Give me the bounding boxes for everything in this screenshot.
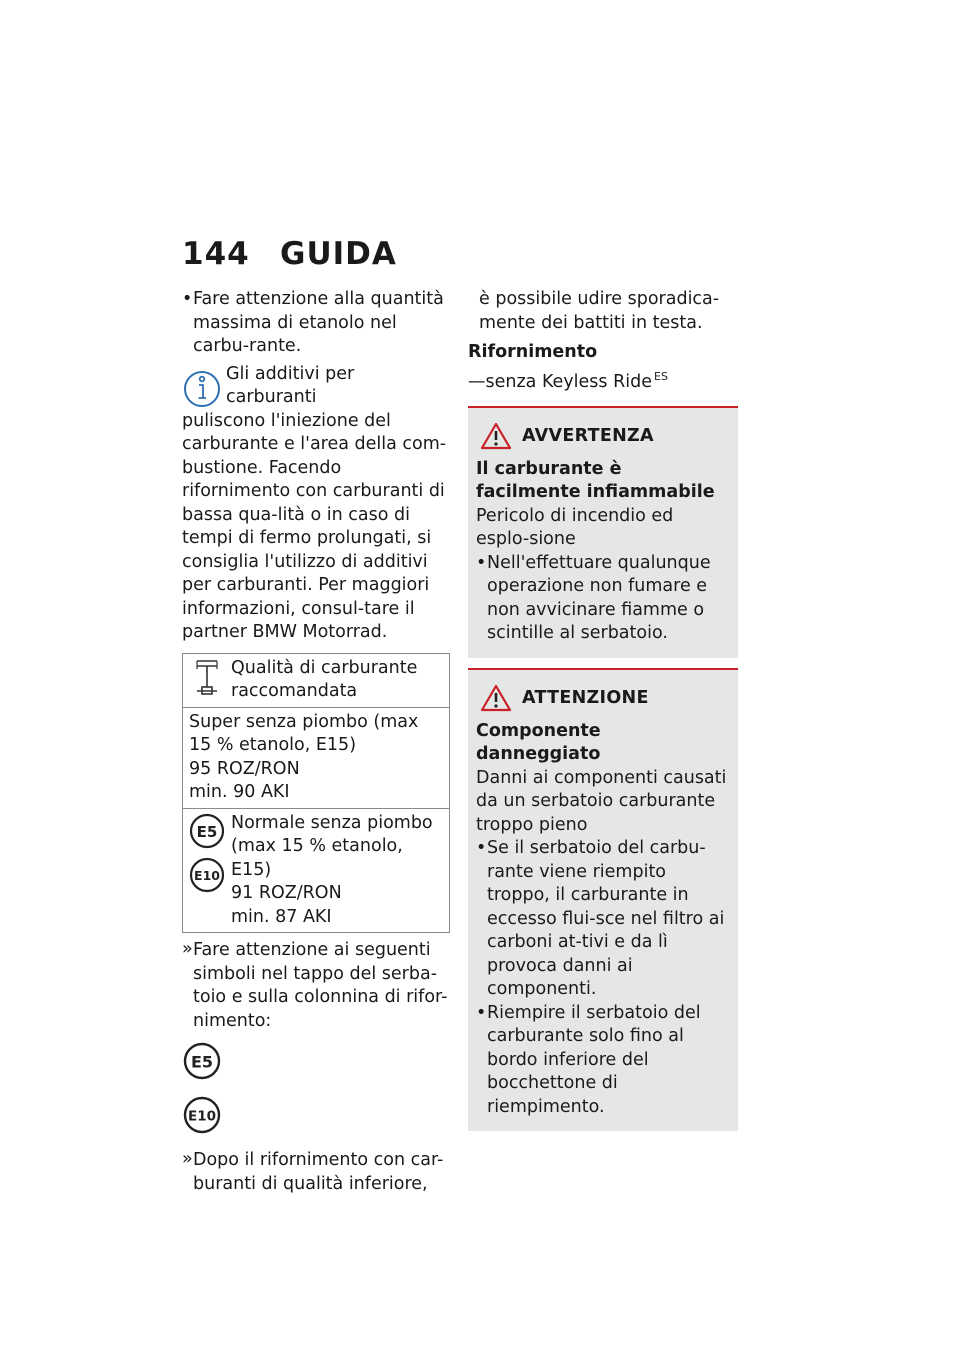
table-row: [183, 707, 450, 808]
caution-triangle-icon: [480, 684, 512, 712]
fuel-quality-table: [182, 653, 450, 934]
normal-line-1: Normale senza piombo: [231, 812, 433, 833]
warning-bullet: • Nell'effettuare qualunque operazione non fumare e non avvicinare fiamme o scintille al serbatoio.: [476, 552, 730, 646]
continuation-text: è possibile udire sporadica-mente dei battiti in testa.: [479, 289, 720, 333]
svg-text:E10: E10: [194, 867, 220, 883]
caution-title: Componente danneggiato: [476, 720, 601, 765]
super-line-2: 15 % etanolo, E15): [189, 735, 357, 755]
e5-badge-icon: [189, 812, 225, 850]
svg-text:E5: E5: [196, 822, 218, 841]
warning-label: AVVERTENZA: [522, 425, 654, 446]
super-line-4: min. 90 AKI: [189, 782, 290, 802]
warning-title: Il carburante è facilmente infiammabile: [476, 458, 715, 503]
page-header: [182, 236, 397, 272]
super-line-3: 95 ROZ/RON: [189, 758, 300, 779]
normal-line-2: (max 15 % etanolo,: [231, 836, 403, 856]
ethanol-note: • Fare attenzione alla quantità massima di etanolo nel carbu-rante.: [182, 288, 450, 359]
warning-box-avvertenza: [468, 406, 738, 658]
normal-line-5: min. 87 AKI: [231, 906, 332, 927]
step-symbols: » Fare attenzione ai seguenti simboli nel tappo del serba-toio e sulla colonnina di rifor-nimento:: [182, 939, 450, 1033]
section-title: Rifornimento: [468, 342, 598, 362]
chapter-title: GUIDA: [280, 236, 397, 272]
right-column: [468, 288, 738, 1131]
table-header-row: [183, 653, 450, 707]
caution-label: ATTENZIONE: [522, 687, 649, 708]
super-line-1: Super senza piombo (max: [189, 711, 419, 732]
svg-text:E10: E10: [187, 1108, 217, 1125]
section-subtitle: —senza Keyless Ride $^{ES}$: [468, 369, 668, 392]
equipment-superscript: ES: [654, 369, 668, 383]
caution-bullet-1: • Se il serbatoio del carbu-rante viene riempito troppo, il carburante in eccesso flui-sce nel filtro ai carboni at-tivi e da lì provoca danni ai componenti.: [476, 837, 730, 1002]
left-column: [182, 288, 450, 1196]
normal-line-4: 91 ROZ/RON: [231, 883, 342, 903]
e10-symbol-icon: [182, 1095, 222, 1135]
e10-badge-icon: [189, 856, 225, 894]
caution-bullet-2: • Riempire il serbatoio del carburante solo fino al bordo inferiore del bocchettone di riempimento.: [476, 1002, 730, 1120]
table-header-text: Qualità di carburante raccomandata: [231, 657, 418, 701]
warning-text: Pericolo di incendio ed esplo-sione: [476, 505, 674, 550]
normal-line-3: E15): [231, 859, 272, 880]
step-after-refuel: » Dopo il rifornimento con car-buranti di qualità inferiore,: [182, 1149, 450, 1196]
page-number: 144: [182, 236, 250, 272]
fuel-spec-icon: [193, 657, 221, 697]
warning-box-attenzione: [468, 668, 738, 1132]
fuel-symbols: [182, 1041, 450, 1139]
svg-text:E5: E5: [190, 1052, 214, 1072]
warning-triangle-icon: [480, 422, 512, 450]
info-text-rest: carburante e l'area della com-bustione. Facendo rifornimento con carburanti di bassa qua-lità o in caso di tempi di fermo prolungati, si consiglia l'utilizzo di additivi per carburanti. Per maggiori informazioni, consul-tare il partner BMW Motorrad.: [182, 434, 447, 642]
caution-text: Danni ai componenti causati da un serbatoio carburante troppo pieno: [476, 767, 727, 835]
info-note: [182, 363, 450, 645]
table-row: [183, 808, 450, 933]
info-icon: [182, 365, 222, 409]
info-line-1: Gli additivi per carburanti: [226, 363, 355, 407]
e5-symbol-icon: [182, 1041, 222, 1081]
info-line-2: puliscono l'iniezione del: [182, 410, 391, 431]
